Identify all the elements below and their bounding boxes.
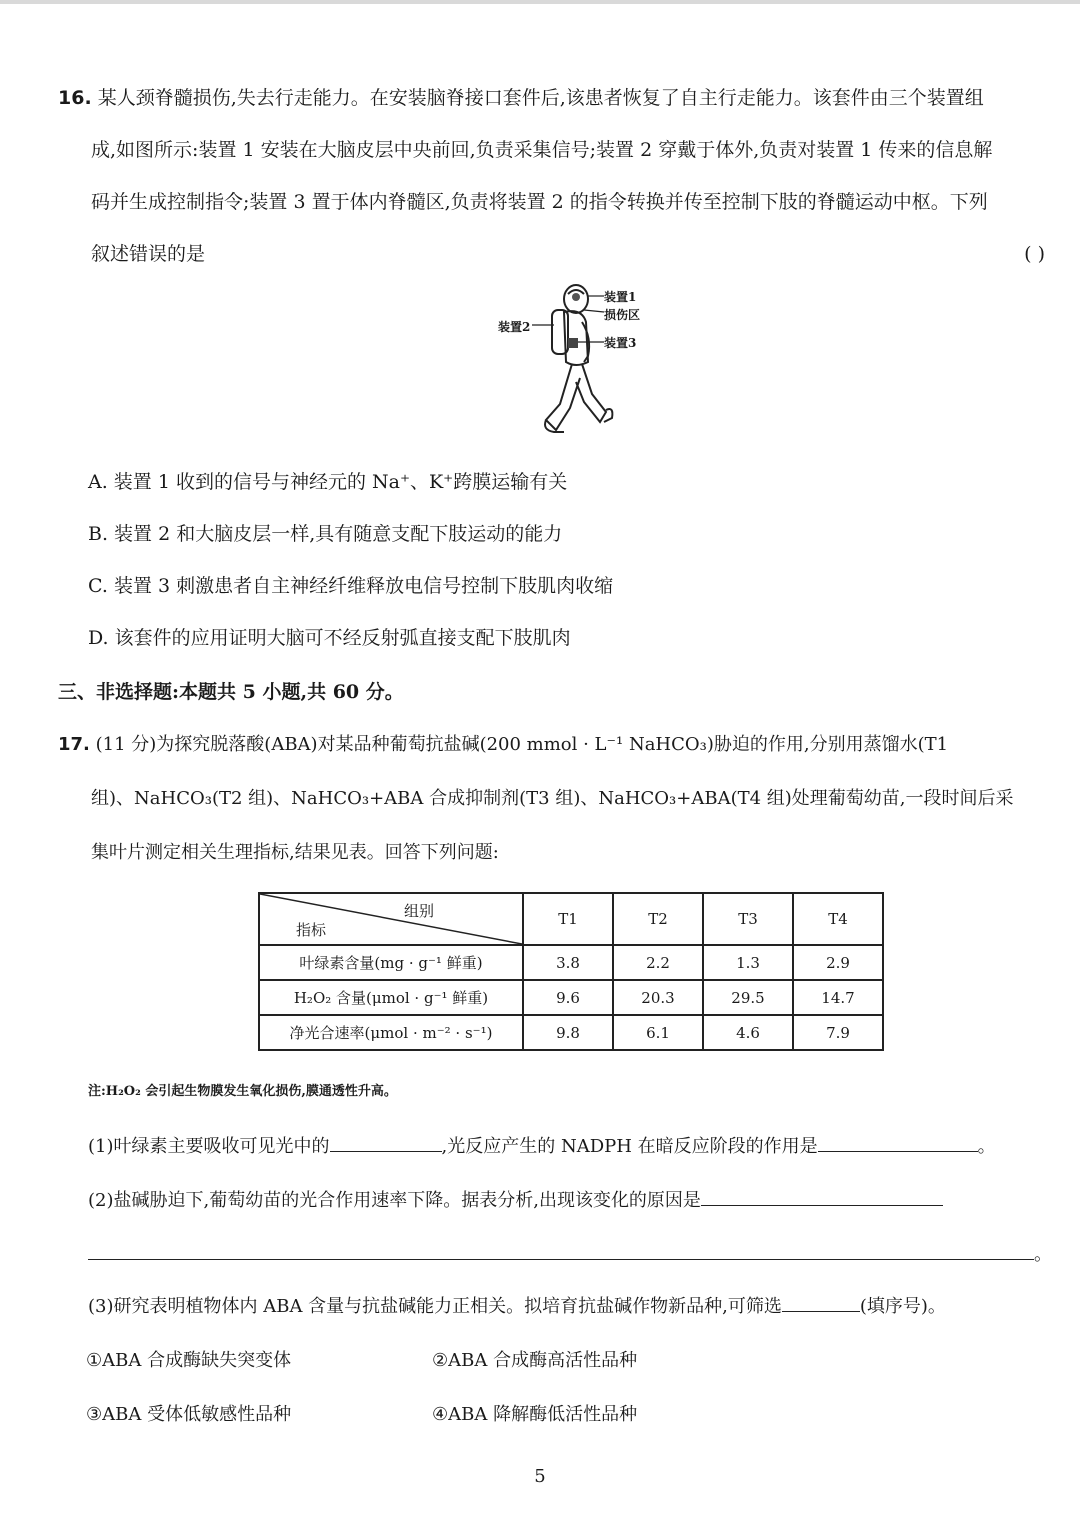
q16-line-1	[58, 72, 1053, 124]
label-injury-zone: 损伤区	[604, 308, 641, 322]
sub2-text: (2)盐碱胁迫下,葡萄幼苗的光合作用速率下降。据表分析,出现该变化的原因是	[88, 1190, 701, 1211]
results-table	[258, 892, 884, 1051]
question-number: 16.	[58, 87, 92, 109]
table-cell: 1.3	[703, 945, 793, 980]
sub3-text: (3)研究表明植物体内 ABA 含量与抗盐碱能力正相关。拟培育抗盐碱作物新品种,可筛选	[88, 1296, 782, 1317]
sub-question-2-line-2	[88, 1240, 1052, 1266]
q16-line-2: 成,如图所示:装置 1 安装在大脑皮层中央前回,负责采集信号;装置 2 穿戴于体外,负责对装置 1 传来的信息解	[91, 139, 993, 161]
row-label: H₂O₂ 含量(μmol · g⁻¹ 鲜重)	[259, 980, 523, 1015]
column-header: T4	[793, 893, 883, 945]
option-a: A. 装置 1 收到的信号与神经元的 Na⁺、K⁺跨膜运输有关	[88, 471, 568, 493]
answer-blank[interactable]	[782, 1293, 860, 1312]
table-note: 注:H₂O₂ 会引起生物膜发生氧化损伤,膜通透性升高。	[88, 1084, 397, 1099]
table-cell: 9.6	[523, 980, 613, 1015]
table-header-row	[259, 893, 883, 945]
sub-question-1	[88, 1132, 996, 1158]
q17-line-2: 组)、NaHCO₃(T2 组)、NaHCO₃+ABA 合成抑制剂(T3 组)、NaHCO₃+ABA(T4 组)处理葡萄幼苗,一段时间后采	[91, 788, 1014, 809]
page-number: 5	[534, 1466, 546, 1487]
walking-person-figure	[496, 282, 656, 442]
table-cell: 7.9	[793, 1015, 883, 1050]
answer-blank[interactable]	[701, 1187, 943, 1206]
table-cell: 2.2	[613, 945, 703, 980]
table-cell: 29.5	[703, 980, 793, 1015]
column-header: T3	[703, 893, 793, 945]
sub3-text: (填序号)。	[859, 1296, 946, 1317]
table-cell: 9.8	[523, 1015, 613, 1050]
table-cell: 4.6	[703, 1015, 793, 1050]
sub-question-2	[88, 1186, 943, 1212]
row-label: 叶绿素含量(mg · g⁻¹ 鲜重)	[259, 945, 523, 980]
answer-blank[interactable]	[330, 1133, 442, 1152]
corner-bottom-label: 指标	[296, 921, 327, 939]
sub1-text: (1)叶绿素主要吸收可见光中的	[88, 1136, 330, 1157]
label-device-1: 装置1	[604, 290, 637, 304]
answer-blank[interactable]	[818, 1133, 978, 1152]
table-corner-cell	[259, 893, 523, 945]
corner-top-label: 组别	[403, 902, 434, 920]
answer-blank[interactable]	[88, 1241, 1034, 1260]
label-device-3: 装置3	[604, 336, 637, 350]
q16-text: 叙述错误的是	[91, 243, 206, 265]
question-16	[58, 72, 1053, 280]
table-cell: 20.3	[613, 980, 703, 1015]
q16-text: 某人颈脊髓损伤,失去行走能力。在安装脑脊接口套件后,该患者恢复了自主行走能力。该套件由三个装置组	[97, 87, 984, 109]
option-b: B. 装置 2 和大脑皮层一样,具有随意支配下肢运动的能力	[88, 523, 563, 545]
q17-line-3: 集叶片测定相关生理指标,结果见表。回答下列问题:	[91, 842, 499, 863]
q16-options	[88, 456, 613, 664]
table-cell: 3.8	[523, 945, 613, 980]
q16-line-4	[58, 228, 1053, 280]
q17-text: (11 分)为探究脱落酸(ABA)对某品种葡萄抗盐碱(200 mmol · L⁻¹ NaHCO₃)胁迫的作用,分别用蒸馏水(T1	[95, 734, 949, 755]
table-cell: 2.9	[793, 945, 883, 980]
choice-3: ③ABA 受体低敏感性品种	[86, 1404, 292, 1425]
sub1-end: 。	[977, 1136, 996, 1157]
table-cell: 6.1	[613, 1015, 703, 1050]
q17-line-1	[58, 718, 1053, 772]
choice-1: ①ABA 合成酶缺失突变体	[86, 1350, 292, 1371]
column-header: T1	[523, 893, 613, 945]
table-cell: 14.7	[793, 980, 883, 1015]
table-row	[259, 945, 883, 980]
question-17	[58, 718, 1053, 880]
column-header: T2	[613, 893, 703, 945]
option-c: C. 装置 3 刺激患者自主神经纤维释放电信号控制下肢肌肉收缩	[88, 575, 614, 597]
choice-4: ④ABA 降解酶低活性品种	[432, 1404, 638, 1425]
sub-question-3	[88, 1292, 946, 1318]
option-d: D. 该套件的应用证明大脑可不经反射弧直接支配下肢肌肉	[88, 627, 571, 649]
q16-line-3: 码并生成控制指令;装置 3 置于体内脊髓区,负责将装置 2 的指令转换并传至控制下肢的脊髓运动中枢。下列	[91, 191, 988, 213]
table-row	[259, 980, 883, 1015]
sub1-text: ,光反应产生的 NADPH 在暗反应阶段的作用是	[441, 1136, 818, 1157]
choice-2: ②ABA 合成酶高活性品种	[432, 1350, 638, 1371]
table-row	[259, 1015, 883, 1050]
question-number: 17.	[58, 734, 90, 755]
row-label: 净光合速率(μmol · m⁻² · s⁻¹)	[259, 1015, 523, 1050]
section-heading: 三、非选择题:本题共 5 小题,共 60 分。	[58, 681, 404, 703]
sub2-end: 。	[1034, 1244, 1052, 1265]
answer-paren: ( )	[1024, 243, 1045, 265]
label-device-2: 装置2	[498, 320, 531, 334]
